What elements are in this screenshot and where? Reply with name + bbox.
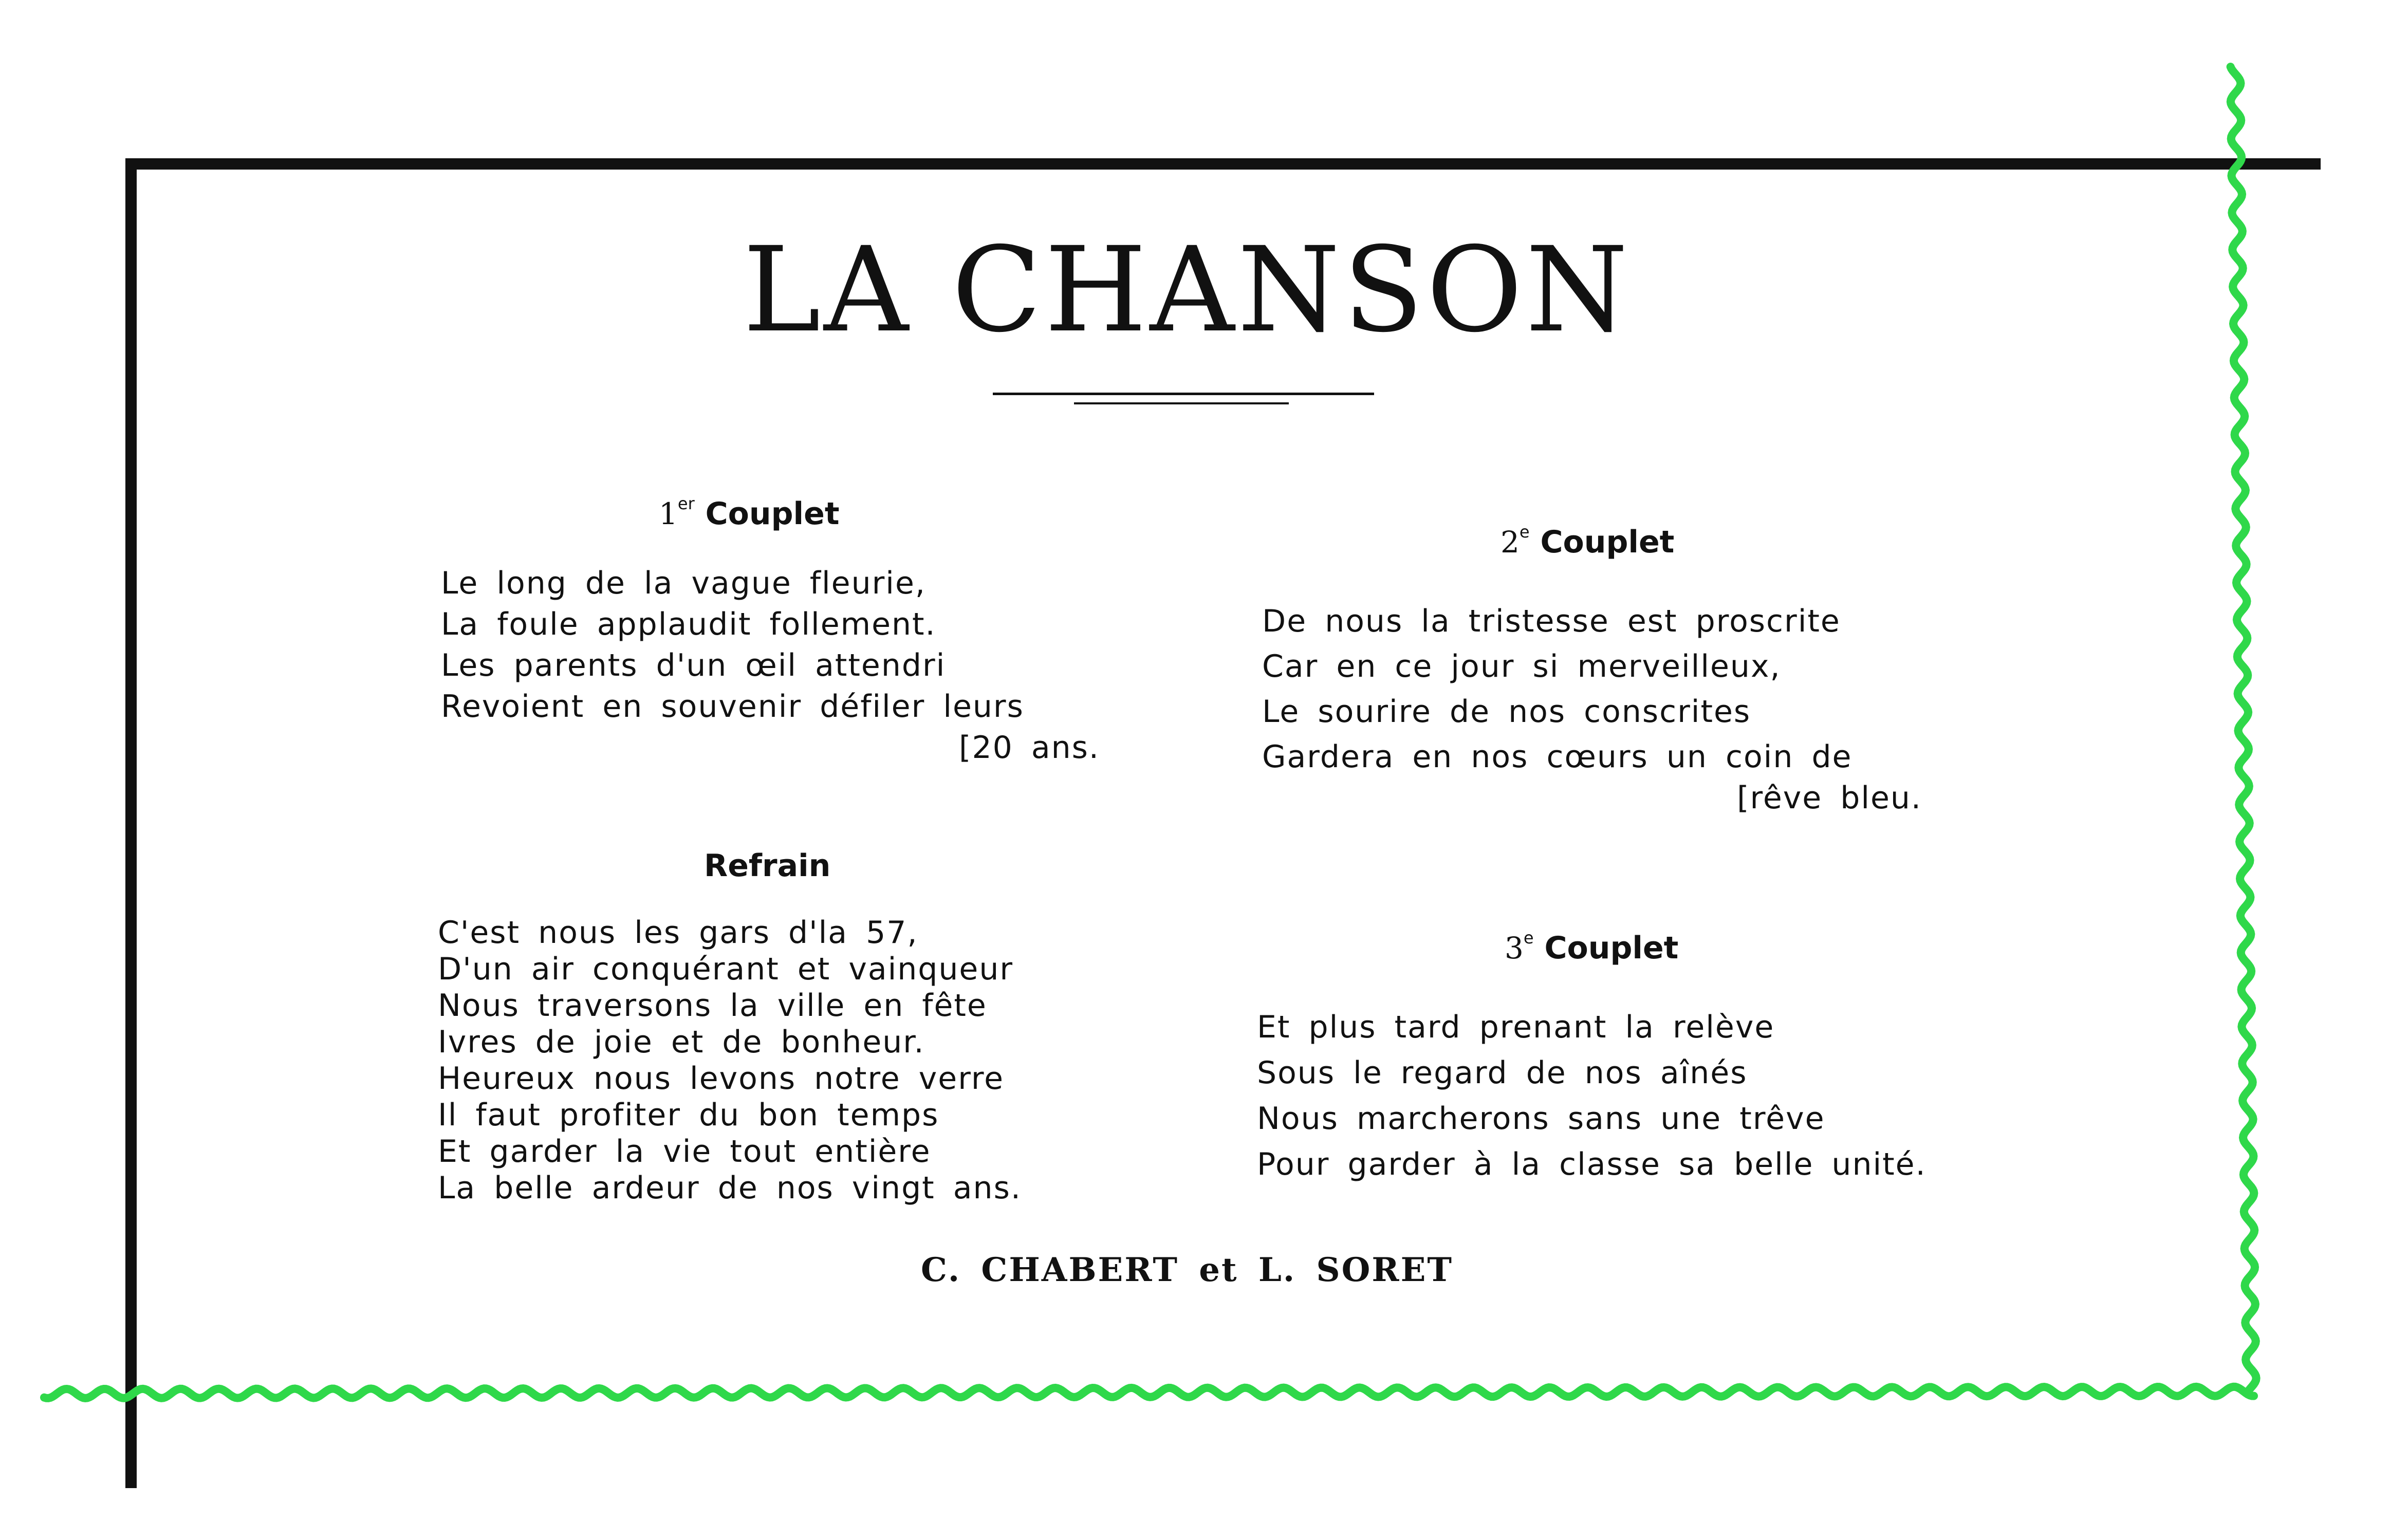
verse-line: Car en ce jour si merveilleux, bbox=[1262, 648, 1781, 684]
couplet2-verse bbox=[1262, 599, 1922, 817]
couplet2-heading bbox=[1501, 522, 1675, 560]
couplet1-verse bbox=[441, 563, 1100, 768]
couplet3-heading bbox=[1505, 928, 1679, 966]
verse-line: Le sourire de nos conscrites bbox=[1262, 694, 1751, 730]
title-underline-long bbox=[993, 393, 1374, 395]
verse-line: Sous le regard de nos aînés bbox=[1257, 1055, 1748, 1091]
verse-line: Le long de la vague fleurie, bbox=[441, 565, 926, 601]
couplet1-label: Couplet bbox=[705, 496, 840, 532]
couplet3-number: 3 bbox=[1505, 931, 1524, 966]
couplet2-label: Couplet bbox=[1540, 524, 1675, 560]
verse-line: Nous traversons la ville en fête bbox=[438, 988, 987, 1024]
verse-line: Nous marcherons sans une trêve bbox=[1257, 1101, 1825, 1137]
title-underline-short bbox=[1074, 402, 1289, 404]
bottom-wavy-line bbox=[44, 1387, 2254, 1398]
verse-line-continuation: [20 ans. bbox=[959, 730, 1100, 766]
verse-line: Revoient en souvenir défiler leurs bbox=[441, 689, 1024, 725]
couplet1-ordinal: er bbox=[677, 494, 695, 513]
verse-line-continuation: [rêve bleu. bbox=[1737, 780, 1922, 816]
couplet1-number: 1 bbox=[659, 496, 678, 531]
verse-line: Ivres de joie et de bonheur. bbox=[438, 1024, 925, 1060]
page-title: LA CHANSON bbox=[743, 221, 1632, 358]
verse-line: D'un air conquérant et vainqueur bbox=[438, 951, 1014, 987]
verse-line: De nous la tristesse est proscrite bbox=[1262, 603, 1841, 639]
couplet3-label: Couplet bbox=[1544, 930, 1679, 966]
verse-line: Heureux nous levons notre verre bbox=[438, 1061, 1005, 1097]
verse-line: Il faut profiter du bon temps bbox=[438, 1097, 939, 1133]
refrain-heading bbox=[704, 848, 831, 884]
verse-line: Gardera en nos cœurs un coin de bbox=[1262, 739, 1853, 775]
couplet3-ordinal: e bbox=[1523, 928, 1534, 948]
verse-line: Et garder la vie tout entière bbox=[438, 1134, 931, 1170]
verse-line: Pour garder à la classe sa belle unité. bbox=[1257, 1146, 1927, 1182]
refrain-verse bbox=[438, 915, 1106, 1207]
couplet2-ordinal: e bbox=[1519, 522, 1530, 542]
verse-line: La belle ardeur de nos vingt ans. bbox=[438, 1170, 1022, 1206]
authors-signature: C. CHABERT et L. SORET bbox=[921, 1251, 1453, 1289]
verse-line: Les parents d'un œil attendri bbox=[441, 647, 946, 683]
verse-line: La foule applaudit follement. bbox=[441, 606, 936, 642]
verse-line: C'est nous les gars d'la 57, bbox=[438, 915, 918, 951]
refrain-label: Refrain bbox=[704, 848, 831, 884]
couplet1-heading bbox=[659, 494, 840, 532]
couplet2-number: 2 bbox=[1501, 525, 1520, 560]
verse-line: Et plus tard prenant la relève bbox=[1257, 1009, 1775, 1045]
couplet3-verse bbox=[1257, 1005, 1925, 1188]
